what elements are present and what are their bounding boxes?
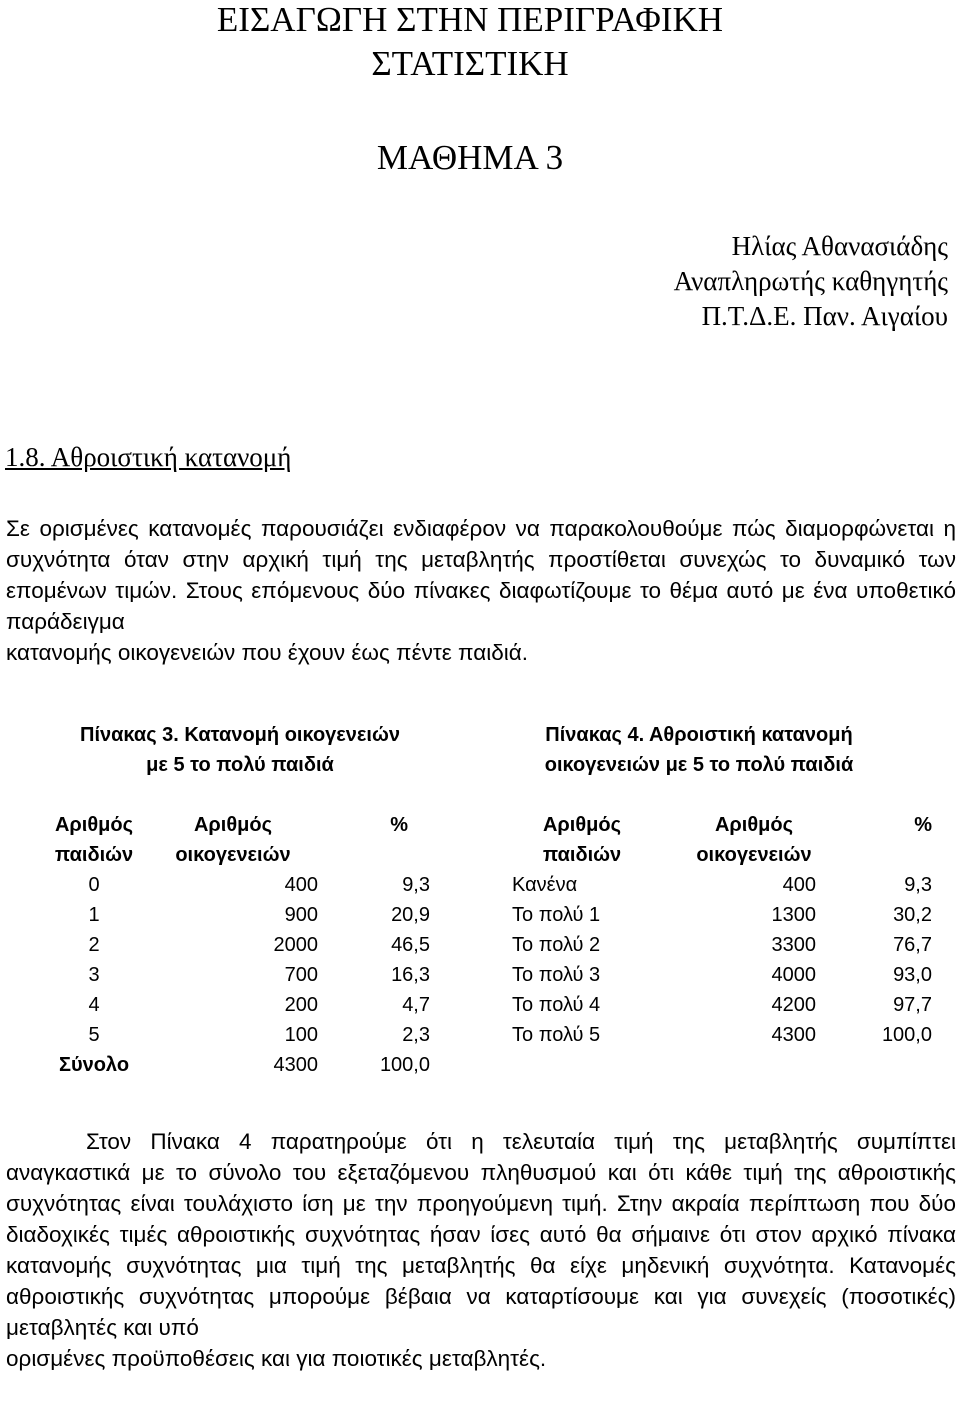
table-cell: 3300 [771, 934, 816, 956]
table-row [40, 870, 430, 900]
lesson-title: ΜΑΘΗΜΑ 3 [376, 138, 564, 177]
table-row [508, 870, 932, 900]
table-cell: Το πολύ 3 [512, 964, 601, 986]
table3-caption [40, 720, 440, 780]
conclusion-paragraph [6, 1126, 956, 1374]
column-header: Αριθμός [193, 814, 273, 836]
table-cell: 93,0 [893, 964, 932, 986]
table-cell: 4,7 [402, 994, 430, 1016]
column-header: Αριθμός [54, 814, 134, 836]
total-percent: 100,0 [379, 1054, 430, 1076]
table-row [508, 960, 932, 990]
table-cell: 900 [284, 904, 318, 926]
column-header: % [914, 814, 932, 836]
table3-caption-line1: Πίνακας 3. Κατανομή οικογενειών [80, 724, 400, 746]
table-header-row [508, 840, 932, 870]
table-row [508, 930, 932, 960]
table-cell: 400 [782, 874, 816, 896]
total-families: 4300 [273, 1054, 318, 1076]
intro-text: Σε ορισμένες κατανομές παρουσιάζει ενδιαφέρον να παρακολουθούμε πώς διαμορφώνεται η συχνότητα όταν στην αρχική τιμή της μεταβλητής προστίθεται συνεχώς το δυναμικό των επομένων τιμών. Στους επόμενους δύο πίνακες διαφωτίζουμε το θέμα αυτό με ένα υποθετικό παράδειγμα [6, 516, 956, 634]
table-cell: Το πολύ 5 [512, 1024, 601, 1046]
cumulative-table [508, 810, 932, 1050]
table-row [40, 990, 430, 1020]
table-total-row [40, 1050, 430, 1080]
table-header-row [40, 840, 430, 870]
table-cell: 2 [88, 934, 100, 956]
table-row [40, 930, 430, 960]
column-header: οικογενειών [696, 844, 812, 866]
column-header: παιδιών [542, 844, 622, 866]
author-role: Αναπληρωτής καθηγητής [673, 266, 948, 296]
table-cell: 100 [284, 1024, 318, 1046]
table-cell: 400 [284, 874, 318, 896]
table4-caption [494, 720, 904, 780]
table-cell: 100,0 [881, 1024, 932, 1046]
column-header: % [390, 814, 408, 836]
table-cell: 3 [88, 964, 100, 986]
table-cell: 200 [284, 994, 318, 1016]
table-cell: 2000 [273, 934, 318, 956]
table-header-row [508, 810, 932, 840]
conclusion-text: Στον Πίνακα 4 παρατηρούμε ότι η τελευταία τιμή της μεταβλητής συμπίπτει αναγκαστικά με το σύνολο του εξεταζόμενου πληθυσμού και ότι κάθε τιμή της αθροιστικής συχνότητας είναι τουλάχιστο ίση με την προηγούμενη τιμή. Στην ακραία περίπτωση που δύο διαδοχικές τιμές αθροιστικής συχνότητας ήσαν ίσες αυτό θα σήμαινε ότι στον αρχικό πίνακα κατανομής συχνότητας μια τιμή της μεταβλητής θα είχε μηδενική συχνότητα. Κατανομές αθροιστικής συχνότητας μπορούμε βέβαια να καταρτίσουμε και για συνεχείς (ποσοτικές) μεταβλητές και υπό [6, 1129, 956, 1340]
table-cell: 20,9 [391, 904, 430, 926]
column-header [816, 840, 932, 870]
conclusion-last-line: ορισμένες προϋποθέσεις και για ποιοτικές μεταβλητές. [6, 1346, 547, 1371]
table-cell: 97,7 [893, 994, 932, 1016]
table-cell: 1 [88, 904, 100, 926]
table-cell: 4200 [771, 994, 816, 1016]
table-header-row [40, 810, 430, 840]
column-header [318, 840, 430, 870]
intro-last-line: κατανομής οικογενειών που έχουν έως πέντε παιδιά. [6, 640, 529, 665]
document-subtitle: ΣΤΑΤΙΣΤΙΚΗ [371, 44, 569, 83]
author-name: Ηλίας Αθανασιάδης [731, 231, 948, 261]
column-header: παιδιών [54, 844, 134, 866]
column-header: Αριθμός [542, 814, 622, 836]
table-cell: Το πολύ 4 [512, 994, 601, 1016]
table-cell: 700 [284, 964, 318, 986]
table-cell: 0 [88, 874, 100, 896]
author-affiliation: Π.Τ.Δ.Ε. Παν. Αιγαίου [701, 301, 948, 331]
table-row [508, 990, 932, 1020]
table-cell: 4 [88, 994, 100, 1016]
table-cell: Το πολύ 1 [512, 904, 601, 926]
table-row [40, 900, 430, 930]
table-row [40, 960, 430, 990]
document-title: ΕΙΣΑΓΩΓΗ ΣΤΗΝ ΠΕΡΙΓΡΑΦΙΚΗ [216, 0, 724, 39]
table-cell: 2,3 [402, 1024, 430, 1046]
table-cell: 9,3 [402, 874, 430, 896]
total-label: Σύνολο [58, 1054, 130, 1076]
table-cell: 9,3 [904, 874, 932, 896]
table-row [40, 1020, 430, 1050]
table-row [508, 1020, 932, 1050]
table4-caption-line1: Πίνακας 4. Αθροιστική κατανομή [545, 724, 853, 746]
table-cell: Κανένα [512, 874, 578, 896]
table-cell: 4300 [771, 1024, 816, 1046]
table-cell: 5 [88, 1024, 100, 1046]
section-heading: 1.8. Αθροιστική κατανομή [5, 442, 292, 472]
table-cell: 46,5 [391, 934, 430, 956]
table4-caption-line2: οικογενειών με 5 το πολύ παιδιά [544, 754, 854, 776]
table-cell: 30,2 [893, 904, 932, 926]
table-cell: 16,3 [391, 964, 430, 986]
table-cell: 76,7 [893, 934, 932, 956]
column-header: Αριθμός [714, 814, 794, 836]
frequency-table [40, 810, 430, 1080]
table-row [508, 900, 932, 930]
table-cell: Το πολύ 2 [512, 934, 601, 956]
table-cell: 4000 [771, 964, 816, 986]
intro-paragraph [6, 513, 956, 668]
column-header: οικογενειών [175, 844, 291, 866]
table3-caption-line2: με 5 το πολύ παιδιά [146, 754, 334, 776]
table-cell: 1300 [771, 904, 816, 926]
